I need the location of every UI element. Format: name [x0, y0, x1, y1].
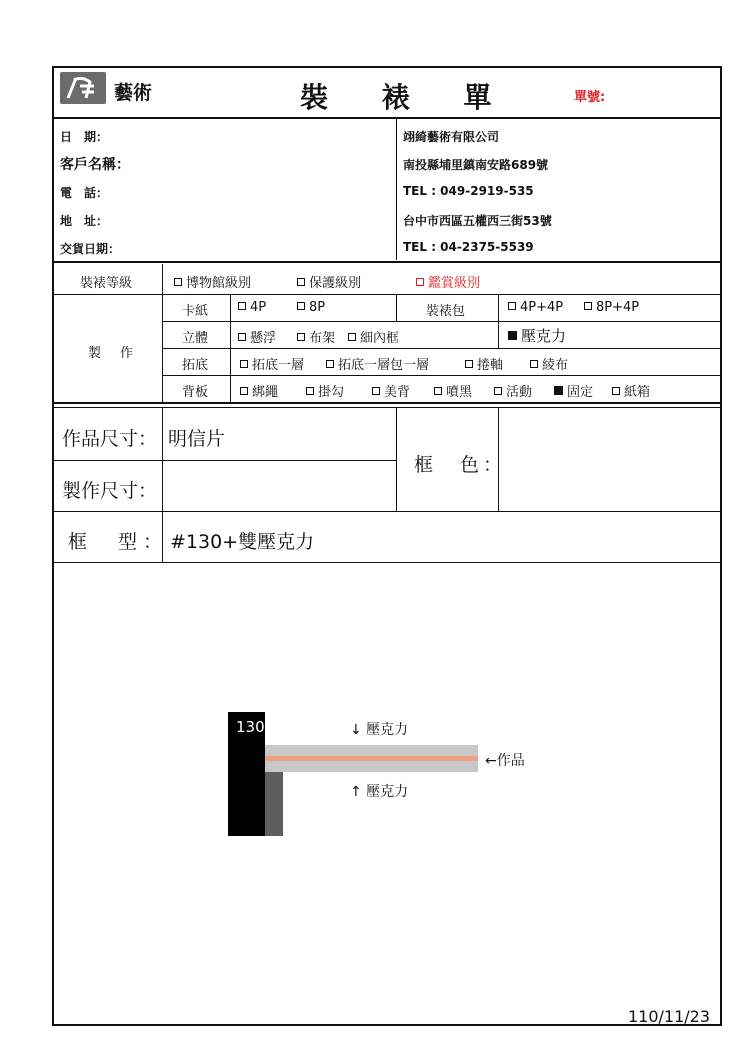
- company-address-1: 南投縣埔里鎮南安路689號: [403, 158, 549, 172]
- divider: [396, 295, 397, 321]
- divider: [498, 295, 499, 348]
- backing-option-scroll[interactable]: 捲軸: [465, 354, 503, 373]
- work-size-label: 作品尺寸：: [62, 428, 158, 450]
- frame-code-label: 130: [236, 718, 265, 736]
- divider: [52, 407, 722, 408]
- divider: [230, 295, 231, 403]
- checkbox-icon: [326, 360, 334, 368]
- artwork-label: ←作品: [485, 753, 525, 769]
- backboard-option-movable[interactable]: 活動: [494, 381, 532, 400]
- backboard-option-fixed[interactable]: 固定: [554, 381, 593, 400]
- company-tel-2: TEL : 04-2375-5539: [403, 240, 534, 254]
- divider: [162, 321, 722, 322]
- backing-option-1[interactable]: 拓底一層: [240, 354, 304, 373]
- divider: [52, 294, 722, 295]
- card-option-4p[interactable]: 4P: [238, 300, 266, 315]
- backboard-option-nice-back[interactable]: 美背: [372, 381, 410, 400]
- backing-option-silk[interactable]: 綾布: [530, 354, 568, 373]
- 3d-option-inner-frame[interactable]: 細內框: [348, 327, 399, 346]
- date-label: 日 期：: [60, 130, 109, 144]
- backboard-option-hook[interactable]: 掛勾: [306, 381, 344, 400]
- grade-option-museum[interactable]: 博物館級別: [174, 272, 251, 291]
- divider: [52, 460, 397, 461]
- checkbox-icon: [584, 302, 592, 310]
- grade-option-appreciation[interactable]: 鑑賞級別: [416, 272, 480, 291]
- form-title: 裝 裱 單: [300, 81, 514, 114]
- checkbox-icon: [297, 302, 305, 310]
- address-label: 地 址：: [60, 214, 109, 228]
- checkbox-icon: [416, 278, 424, 286]
- divider: [396, 118, 397, 260]
- frame-type-label: 框 型：: [68, 531, 169, 553]
- divider: [52, 261, 722, 263]
- backboard-option-rope[interactable]: 綁繩: [240, 381, 278, 400]
- company-address-2: 台中市西區五權西三街53號: [403, 214, 552, 228]
- production-label: 製 作: [88, 346, 137, 361]
- checkbox-icon: [508, 302, 516, 310]
- delivery-date-label: 交貨日期：: [60, 242, 121, 256]
- frame-profile-inner: [265, 770, 283, 836]
- checkbox-icon: [494, 387, 502, 395]
- artwork-layer: [265, 756, 478, 761]
- backing-option-2[interactable]: 拓底一層包一層: [326, 354, 429, 373]
- checkbox-icon: [238, 302, 246, 310]
- make-size-label: 製作尺寸：: [62, 480, 158, 502]
- divider: [52, 511, 722, 512]
- checkbox-icon: [238, 333, 246, 341]
- checkbox-icon: [612, 387, 620, 395]
- divider: [52, 117, 722, 119]
- grade-option-protection[interactable]: 保護級別: [297, 272, 361, 291]
- checkbox-icon: [240, 387, 248, 395]
- brand-name: 藝術: [114, 82, 153, 104]
- acrylic-option[interactable]: 壓克力: [508, 325, 566, 346]
- divider: [162, 375, 722, 376]
- frame-color-label: 框 色：: [414, 454, 507, 476]
- card-option-8p[interactable]: 8P: [297, 300, 325, 315]
- 3d-option-float[interactable]: 懸浮: [238, 327, 276, 346]
- grade-label: 裝裱等級: [80, 276, 133, 291]
- backboard-option-carton[interactable]: 紙箱: [612, 381, 650, 400]
- acrylic-top-label: ↓ 壓克力: [350, 722, 409, 738]
- bag-option-8p4p[interactable]: 8P+4P: [584, 300, 639, 315]
- production-row-3d: 立體: [182, 331, 209, 346]
- bag-label: 裝裱包: [426, 304, 466, 319]
- checkbox-icon: [530, 360, 538, 368]
- company-name: 翊綺藝術有限公司: [403, 130, 500, 144]
- backboard-option-spray-black[interactable]: 噴黑: [434, 381, 472, 400]
- checkbox-icon: [434, 387, 442, 395]
- company-tel-1: TEL : 049-2919-535: [403, 184, 534, 198]
- checkbox-icon: [174, 278, 182, 286]
- checkbox-icon: [465, 360, 473, 368]
- checkbox-icon: [306, 387, 314, 395]
- production-row-card: 卡紙: [182, 304, 209, 319]
- divider: [52, 402, 722, 404]
- checkbox-icon: [240, 360, 248, 368]
- divider: [162, 264, 163, 404]
- order-number-label: 單號:: [574, 90, 606, 105]
- bag-option-4p4p[interactable]: 4P+4P: [508, 300, 563, 315]
- checkbox-icon: [372, 387, 380, 395]
- checkbox-icon: [297, 278, 305, 286]
- divider: [52, 562, 722, 563]
- 3d-option-cloth-frame[interactable]: 布架: [297, 327, 335, 346]
- production-row-backing: 拓底: [182, 358, 209, 373]
- checked-checkbox-icon: [508, 331, 517, 340]
- checkbox-icon: [348, 333, 356, 341]
- checkbox-icon: [297, 333, 305, 341]
- footer-date: 110/11/23: [628, 1007, 711, 1026]
- brand-logo: [60, 72, 106, 104]
- divider: [162, 348, 722, 349]
- production-row-backboard: 背板: [182, 385, 209, 400]
- phone-label: 電 話：: [60, 186, 109, 200]
- frame-type-value[interactable]: #130+雙壓克力: [170, 531, 315, 553]
- customer-name-label: 客戶名稱：: [60, 157, 130, 173]
- acrylic-bottom-label: ↑ 壓克力: [350, 784, 409, 800]
- work-size-value[interactable]: 明信片: [168, 428, 226, 450]
- checked-checkbox-icon: [554, 386, 563, 395]
